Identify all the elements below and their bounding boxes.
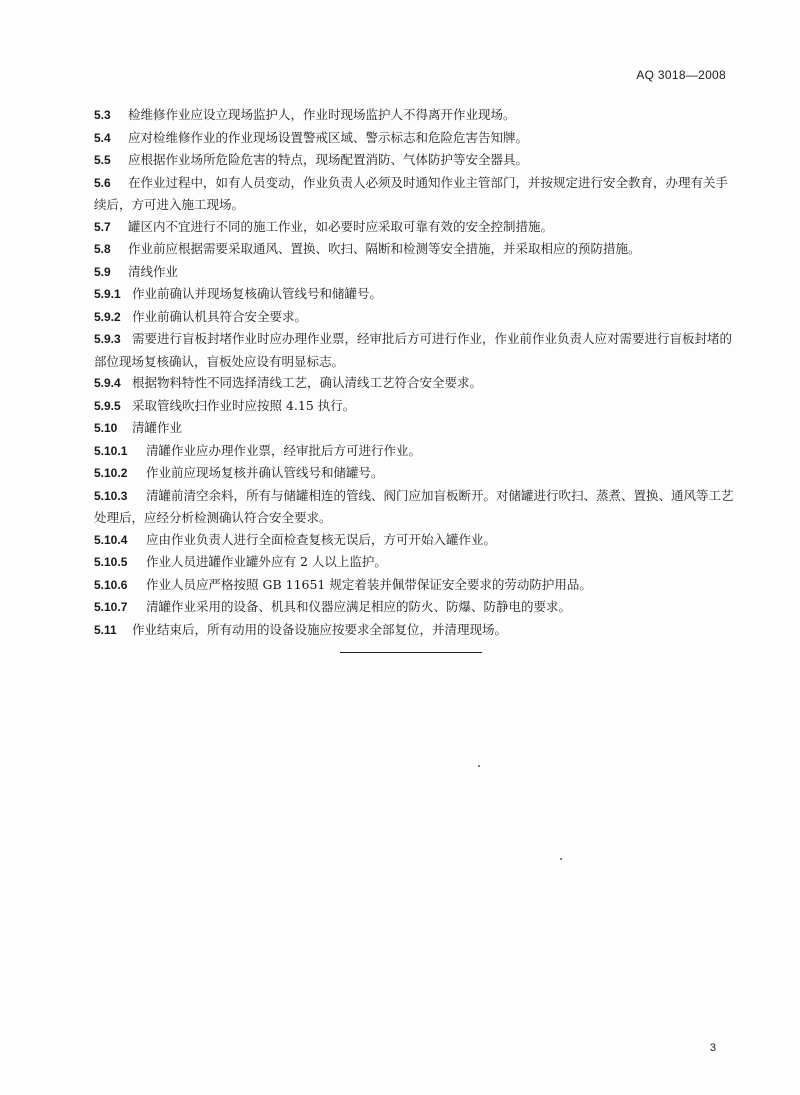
clause-5-9-3 bbox=[94, 328, 734, 372]
clause-text: 检维修作业应设立现场监护人，作业时现场监护人不得离开作业现场。 bbox=[128, 107, 516, 122]
clause-number: 5.10.4 bbox=[94, 532, 128, 547]
clause-5-9-4 bbox=[94, 372, 734, 395]
clause-number: 5.10.2 bbox=[94, 466, 128, 480]
clause-5-10-7 bbox=[94, 596, 734, 619]
clause-text: 清罐作业采用的设备、机具和仪器应满足相应的防火、防爆、防静电的要求。 bbox=[146, 599, 572, 614]
clause-5-9-5 bbox=[94, 395, 734, 418]
clause-number: 5.10 bbox=[94, 421, 118, 435]
clause-text: 采取管线吹扫作业时应按照 4.15 执行。 bbox=[132, 397, 356, 413]
clause-number: 5.9.4 bbox=[94, 376, 121, 390]
clause-text: 作业前应根据需要采取通风、置换、吹扫、隔断和检测等安全措施，并采取相应的预防措施。 bbox=[128, 241, 641, 256]
clause-5-9 bbox=[94, 261, 734, 284]
clause-number: 5.8 bbox=[94, 242, 111, 256]
clause-text: 作业前确认并现场复核确认管线号和储罐号。 bbox=[132, 286, 383, 301]
clause-number: 5.4 bbox=[94, 130, 111, 145]
clause-list bbox=[94, 104, 734, 641]
clause-number: 5.10.3 bbox=[94, 488, 128, 503]
clause-text: 清罐前清空余料，所有与储罐相连的管线、阀门应加盲板断开。对储罐进行吹扫、蒸煮、置换、通风等工艺处理后，应经分析检测确认符合安全要求。 bbox=[94, 487, 734, 525]
clause-number: 5.10.6 bbox=[94, 577, 128, 592]
clause-text: 在作业过程中，如有人员变动，作业负责人必须及时通知作业主管部门，并按规定进行安全教育，办理有关手续后，方可进入施工现场。 bbox=[94, 174, 729, 212]
end-divider bbox=[340, 652, 482, 653]
clause-5-7 bbox=[94, 216, 734, 239]
clause-5-10-2 bbox=[94, 462, 734, 485]
clause-text: 根据物料特性不同选择清线工艺，确认清线工艺符合安全要求。 bbox=[132, 375, 483, 390]
clause-number: 5.9.3 bbox=[94, 332, 121, 346]
clause-5-10-3 bbox=[94, 485, 734, 529]
clause-text: 作业前确认机具符合安全要求。 bbox=[132, 308, 308, 324]
scan-speck bbox=[478, 765, 480, 767]
clause-5-8 bbox=[94, 238, 734, 261]
clause-number: 5.5 bbox=[94, 153, 111, 167]
clause-number: 5.9 bbox=[94, 264, 111, 279]
page-number: 3 bbox=[709, 1042, 716, 1054]
clause-number: 5.10.5 bbox=[94, 555, 128, 569]
clause-5-10-6 bbox=[94, 574, 734, 597]
clause-number: 5.7 bbox=[94, 219, 111, 234]
clause-text: 应根据作业场所危险危害的特点，现场配置消防、气体防护等安全器具。 bbox=[128, 152, 529, 167]
clause-5-3 bbox=[94, 104, 734, 127]
standard-code: AQ 3018—2008 bbox=[636, 68, 726, 82]
scan-speck bbox=[560, 858, 562, 860]
clause-text: 需要进行盲板封堵作业时应办理作业票，经审批后方可进行作业，作业前作业负责人应对需要进行盲板封堵的部位现场复核确认，盲板处应设有明显标志。 bbox=[94, 331, 733, 369]
clause-5-9-1 bbox=[94, 283, 734, 306]
clause-5-10-1 bbox=[94, 440, 734, 463]
clause-5-4 bbox=[94, 127, 734, 150]
clause-heading: 清线作业 bbox=[128, 263, 179, 279]
clause-5-9-2 bbox=[94, 306, 734, 329]
clause-text: 作业人员应严格按照 GB 11651 规定着装并佩带保证安全要求的劳动防护用品。 bbox=[146, 576, 592, 592]
clause-text: 作业人员进罐作业罐外应有 2 人以上监护。 bbox=[146, 554, 387, 569]
clause-number: 5.11 bbox=[94, 622, 117, 637]
clause-5-10-4 bbox=[94, 529, 734, 552]
clause-number: 5.9.1 bbox=[94, 287, 121, 301]
clause-5-6 bbox=[94, 172, 734, 216]
clause-number: 5.3 bbox=[94, 108, 111, 122]
clause-text: 应对检维修作业的作业现场设置警戒区域、警示标志和危险危害告知牌。 bbox=[128, 129, 529, 145]
clause-number: 5.9.2 bbox=[94, 309, 121, 324]
clause-text: 作业前应现场复核并确认管线号和储罐号。 bbox=[146, 465, 384, 480]
clause-text: 应由作业负责人进行全面检查复核无误后，方可开始入罐作业。 bbox=[146, 531, 497, 547]
clause-number: 5.10.1 bbox=[94, 443, 128, 458]
clause-5-10 bbox=[94, 417, 734, 440]
clause-5-5 bbox=[94, 149, 734, 172]
clause-text: 罐区内不宜进行不同的施工作业，如必要时应采取可靠有效的安全控制措施。 bbox=[128, 218, 554, 234]
clause-number: 5.6 bbox=[94, 175, 111, 190]
clause-text: 作业结束后，所有动用的设备设施应按要求全部复位，并清理现场。 bbox=[132, 621, 508, 637]
clause-number: 5.10.7 bbox=[94, 600, 128, 614]
clause-5-10-5 bbox=[94, 551, 734, 574]
clause-number: 5.9.5 bbox=[94, 398, 121, 413]
clause-heading: 清罐作业 bbox=[132, 420, 183, 435]
clause-text: 清罐作业应办理作业票，经审批后方可进行作业。 bbox=[146, 442, 422, 458]
clause-5-11 bbox=[94, 619, 734, 642]
